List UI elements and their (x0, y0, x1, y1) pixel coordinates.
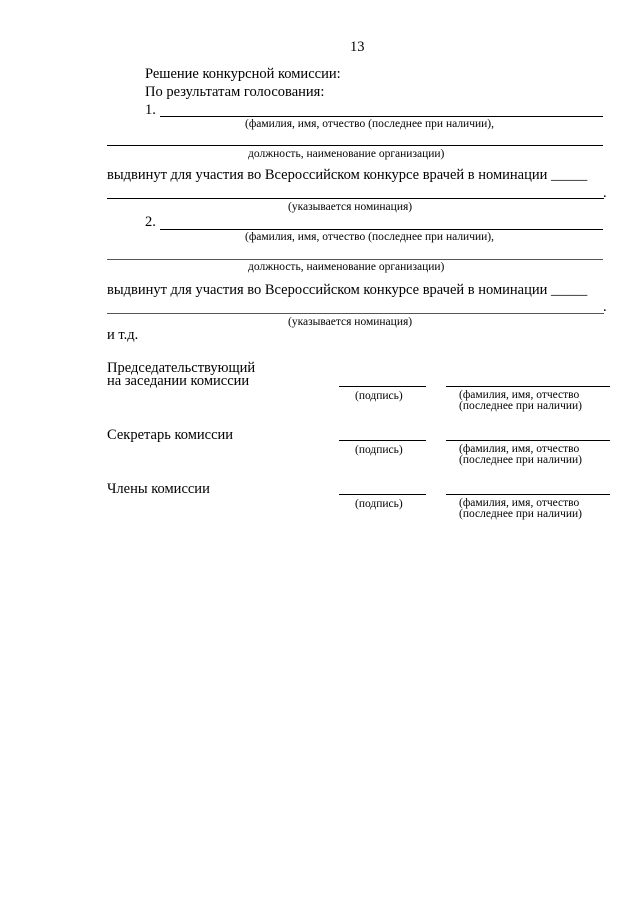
chair-role-line2: на заседании комиссии (107, 373, 250, 389)
entry1-position-caption: должность, наименование организации) (248, 148, 445, 160)
entry2-position-caption: должность, наименование организации) (248, 261, 445, 273)
secretary-fio-caption-2: (последнее при наличии) (459, 454, 583, 466)
entry2-nomination-line (107, 313, 604, 314)
members-fio-line (446, 494, 610, 495)
members-fio-caption-1: (фамилия, имя, отчество (459, 497, 580, 509)
decision-title: Решение конкурсной комиссии: (145, 66, 341, 82)
voting-results: По результатам голосования: (145, 84, 325, 100)
chair-fio-caption-1: (фамилия, имя, отчество (459, 389, 580, 401)
entry2-period: . (603, 299, 607, 315)
entry1-fio-line (160, 116, 603, 117)
etc-text: и т.д. (107, 327, 139, 343)
chair-sign-caption: (подпись) (355, 390, 403, 402)
entry2-nominated-text: выдвинут для участия во Всероссийском конкурсе врачей в номинации _____ (107, 282, 588, 298)
chair-fio-caption-2: (последнее при наличии) (459, 400, 583, 412)
entry1-nominated-text: выдвинут для участия во Всероссийском конкурсе врачей в номинации _____ (107, 167, 588, 183)
chair-signature-line (339, 386, 426, 387)
entry1-nomination-line (107, 198, 604, 199)
members-signature-line (339, 494, 426, 495)
members-role: Члены комиссии (107, 481, 210, 497)
entry2-position-line (107, 259, 603, 260)
chair-fio-line (446, 386, 610, 387)
secretary-sign-caption: (подпись) (355, 444, 403, 456)
entry1-number: 1. (145, 102, 156, 118)
entry2-number: 2. (145, 214, 156, 230)
entry2-fio-line (160, 229, 603, 230)
members-fio-caption-2: (последнее при наличии) (459, 508, 583, 520)
secretary-fio-line (446, 440, 610, 441)
entry1-position-line (107, 145, 603, 146)
secretary-fio-caption-1: (фамилия, имя, отчество (459, 443, 580, 455)
page-number: 13 (350, 39, 365, 55)
chair-role-line1: Председательствующий (107, 360, 256, 376)
secretary-role: Секретарь комиссии (107, 427, 234, 443)
entry1-nomination-caption: (указывается номинация) (288, 201, 413, 213)
secretary-signature-line (339, 440, 426, 441)
entry2-fio-caption: (фамилия, имя, отчество (последнее при наличии), (245, 231, 495, 243)
entry2-nomination-caption: (указывается номинация) (288, 316, 413, 328)
entry1-period: . (603, 185, 607, 201)
entry1-fio-caption: (фамилия, имя, отчество (последнее при наличии), (245, 118, 495, 130)
members-sign-caption: (подпись) (355, 498, 403, 510)
